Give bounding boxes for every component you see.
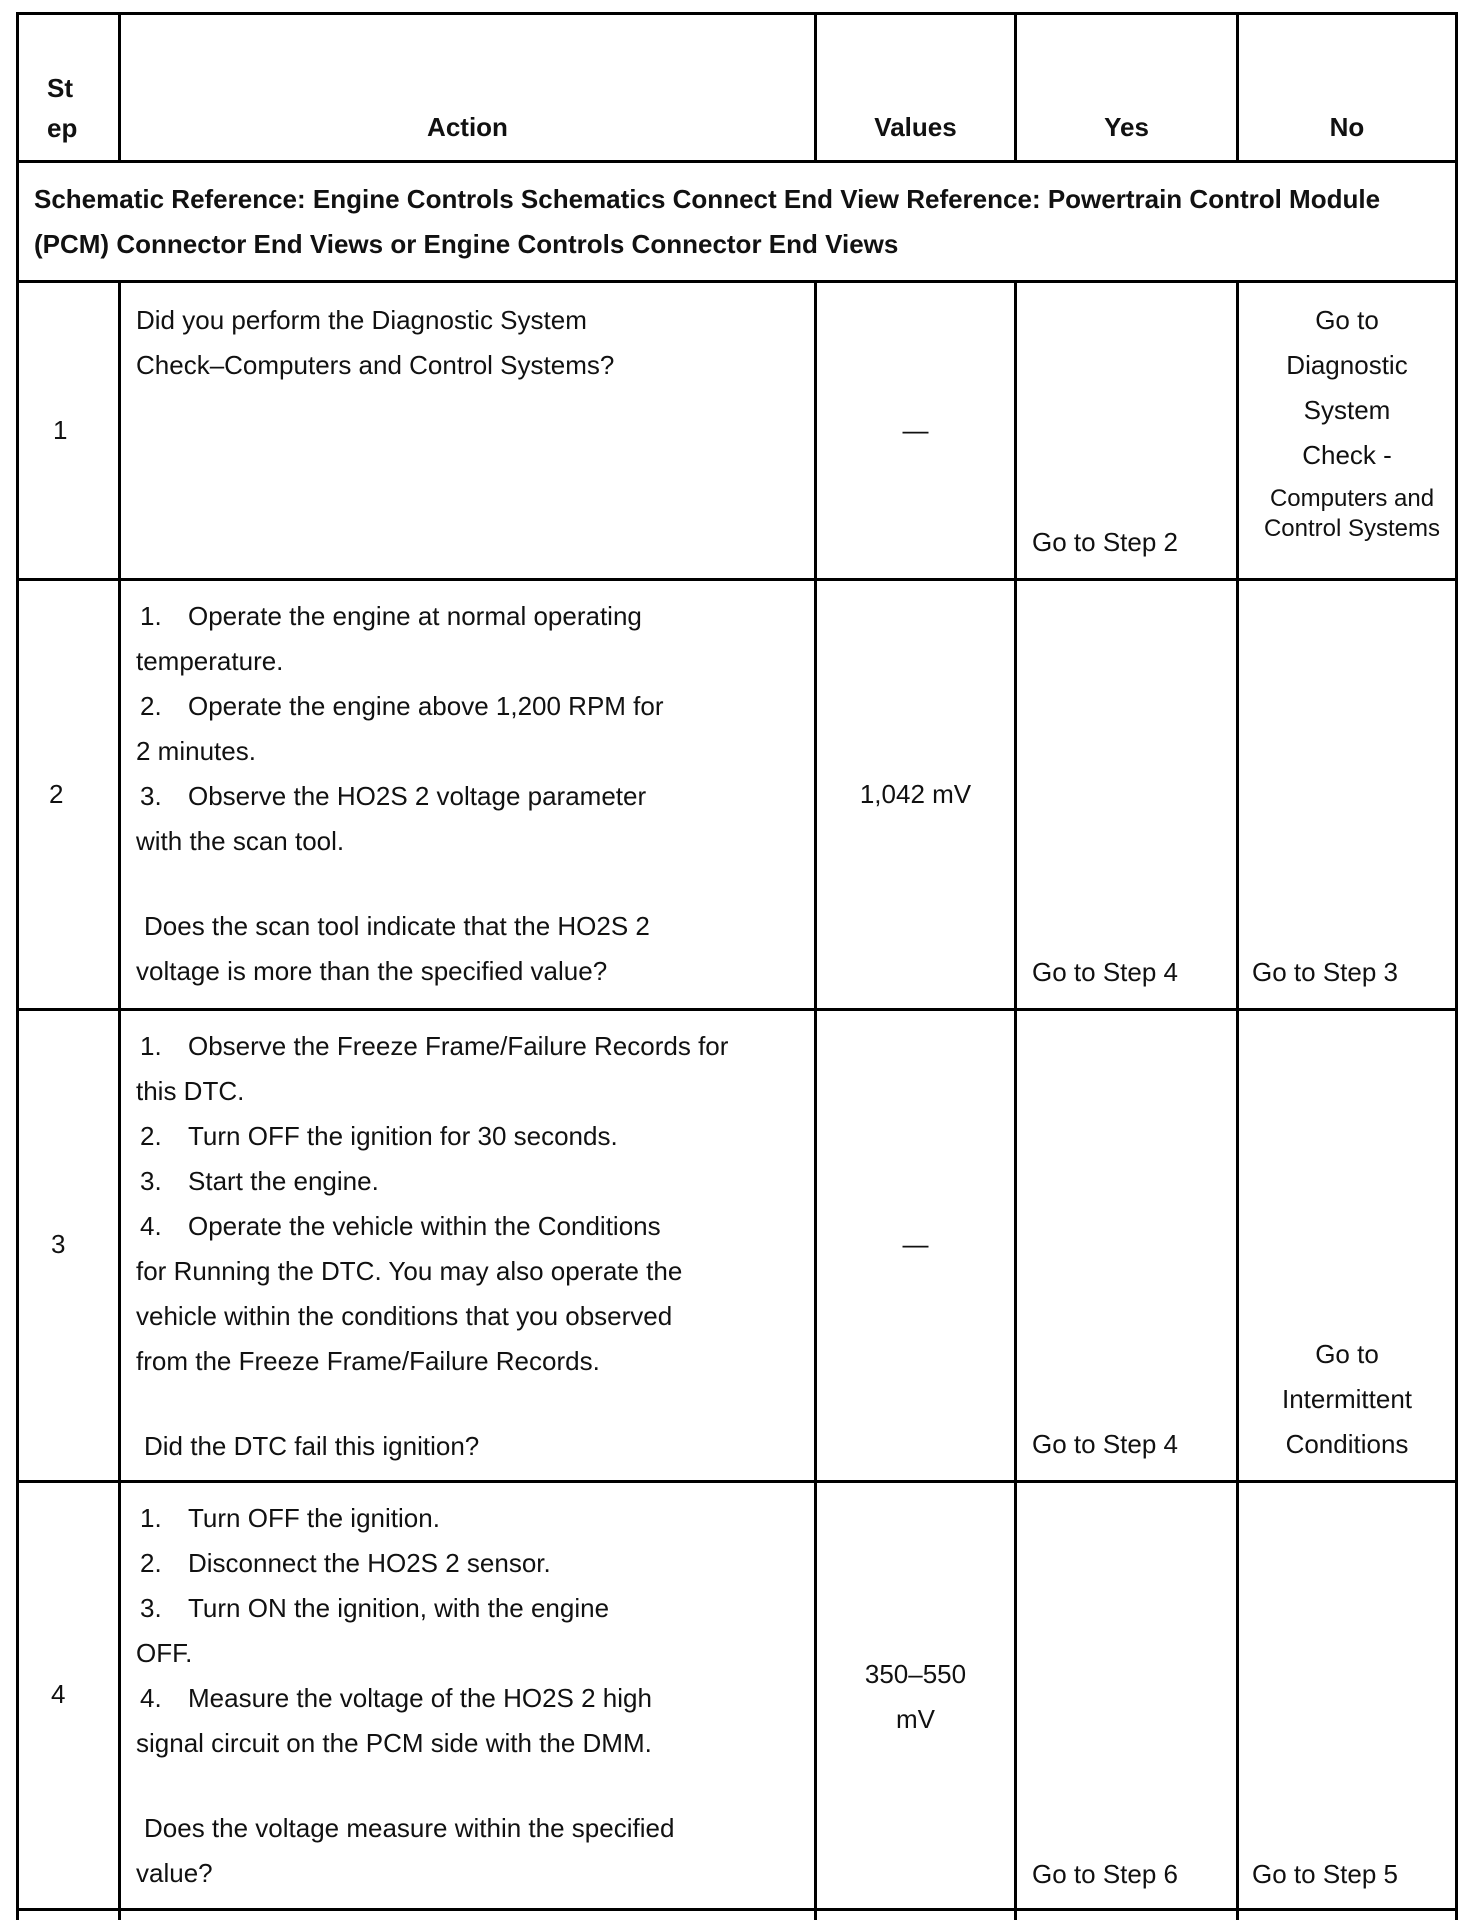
list-item: 1. Observe the Freeze Frame/Failure Records for [140,1031,729,1061]
list-item: temperature. [136,646,284,676]
row3-step: 3 [51,1229,66,1259]
header-yes: Yes [1104,112,1149,142]
row2-yes: Go to Step 4 [1032,957,1178,987]
row4-question-line1: Does the voltage measure within the specified [144,1813,675,1843]
row3-no-line1: Go to [1315,1339,1379,1369]
row3-values: — [902,1229,929,1259]
header-action: Action [427,112,508,142]
list-item: 2. Turn OFF the ignition for 30 seconds. [140,1121,618,1151]
list-item: 3. Observe the HO2S 2 voltage parameter [140,781,647,811]
list-item: vehicle within the conditions that you observed [136,1301,673,1331]
row2-action [136,594,806,994]
row1-action: Did you perform the Diagnostic System Check–Computers and Control Systems? [136,305,615,380]
list-item: 2 minutes. [136,736,256,766]
row1-yes: Go to Step 2 [1032,527,1178,557]
list-item: 1. Operate the engine at normal operating [140,601,642,631]
list-item: with the scan tool. [136,826,345,856]
row4-no: Go to Step 5 [1252,1859,1398,1889]
row2-question-line1: Does the scan tool indicate that the HO2S 2 [144,911,650,941]
row4-values-line1: 350–550 [864,1659,967,1689]
row3-divider [16,1480,1458,1483]
list-item: from the Freeze Frame/Failure Records. [136,1346,600,1376]
row4-question-line2: value? [136,1858,213,1888]
header-step-line2: ep [47,113,78,143]
row1-no-line1: Go to [1315,305,1379,335]
row2-question-line2: voltage is more than the specified value? [136,956,608,986]
list-item: 4. Operate the vehicle within the Conditions [140,1211,661,1241]
row3-no-line2: Intermittent [1281,1384,1413,1414]
row4-values-line2: mV [896,1704,935,1734]
list-item: OFF. [136,1638,193,1668]
col-divider-step-body [118,280,121,1920]
row2-step: 2 [49,779,64,809]
header-no: No [1329,112,1365,142]
list-item: 3. Turn ON the ignition, with the engine [140,1593,610,1623]
row4-action [136,1496,811,1896]
row3-question: Did the DTC fail this ignition? [144,1431,480,1461]
row1-step: 1 [53,415,68,445]
row1-no [1239,298,1455,544]
row4-yes: Go to Step 6 [1032,1859,1178,1889]
list-item: 2. Operate the engine above 1,200 RPM for [140,691,664,721]
list-item: this DTC. [136,1076,245,1106]
list-item: signal circuit on the PCM side with the DMM. [136,1728,652,1758]
header-step-line1: St [47,73,73,103]
row4-values [817,1652,1014,1742]
row4-step: 4 [51,1679,66,1709]
table-border-top [16,12,1458,15]
row1-divider [16,578,1458,581]
row3-no [1239,1332,1455,1467]
row1-values: — [902,415,929,445]
list-item: 1. Turn OFF the ignition. [140,1503,440,1533]
row1-no-line4: Check - [1302,440,1392,470]
col-divider-values-body [1014,280,1017,1920]
row4-divider [16,1908,1458,1911]
table-border-right [1455,12,1458,1920]
row3-action [136,1024,811,1469]
row1-no-small-line1: Computers and [1269,485,1435,512]
schematic-divider [16,280,1458,283]
row3-no-line3: Conditions [1285,1429,1409,1459]
schematic-reference: Schematic Reference: Engine Controls Schematics Connect End View Reference: Powertrain Control Module (PCM) Connector End Views or Engine Controls Connector End Views [34,184,1381,259]
row1-no-line2: Diagnostic [1286,350,1408,380]
list-item: for Running the DTC. You may also operate the [136,1256,683,1286]
row2-divider [16,1008,1458,1011]
list-item: 2. Disconnect the HO2S 2 sensor. [140,1548,551,1578]
list-item: 3. Start the engine. [140,1166,379,1196]
header-divider [16,160,1458,163]
row2-values: 1,042 mV [859,779,972,809]
header-step [19,68,118,148]
row2-no: Go to Step 3 [1252,957,1398,987]
row1-no-small-line2: Control Systems [1263,515,1441,542]
header-values: Values [874,112,957,142]
list-item: 4. Measure the voltage of the HO2S 2 high [140,1683,652,1713]
row3-yes: Go to Step 4 [1032,1429,1178,1459]
row1-no-line3: System [1303,395,1391,425]
table-border-left [16,12,19,1920]
